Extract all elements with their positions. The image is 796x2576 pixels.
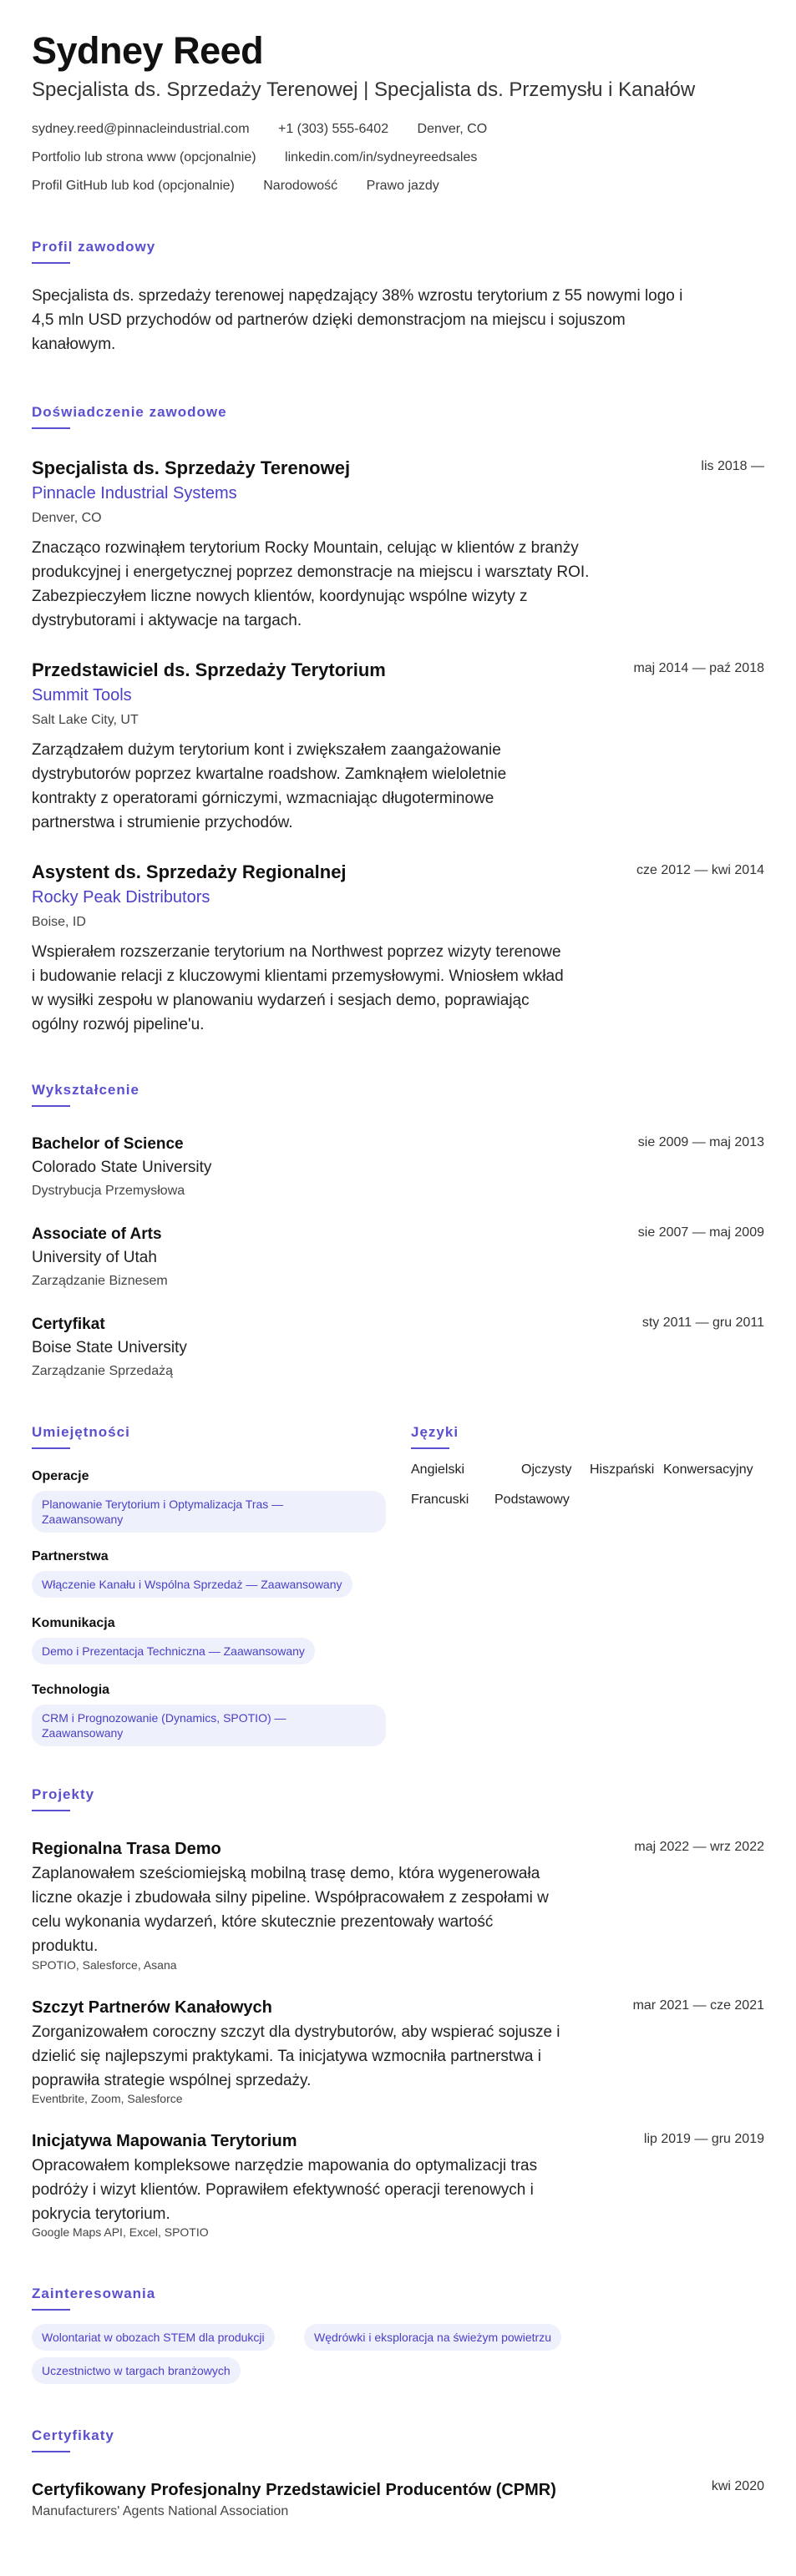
edu-field: Zarządzanie Biznesem [32, 1274, 168, 1288]
edu-degree: Associate of Arts [32, 1225, 162, 1243]
section-underline [32, 2309, 70, 2311]
job-location: Denver, CO [32, 511, 102, 525]
skill-pill: Włączenie Kanału i Wspólna Sprzedaż — Zaawansowany [32, 1571, 352, 1598]
job-description: Znacząco rozwinąłem terytorium Rocky Mountain, celując w klientów z branży produkcyjnej i energetycznej poprzez demonstracje na miejscu i warsztaty ROI. Zabezpieczyłem liczne nowych klientów, koordynując wspólne wizyty z dystrybutorami i aktywacje na targach. [32, 539, 590, 629]
edu-degree: Certyfikat [32, 1316, 105, 1333]
job-company: Pinnacle Industrial Systems [32, 484, 237, 503]
interest-pill: Wolontariat w obozach STEM dla produkcji [32, 2324, 275, 2351]
interest-pill: Uczestnictwo w targach branżowych [32, 2357, 241, 2384]
skill-pill: Demo i Prezentacja Techniczna — Zaawansowany [32, 1638, 315, 1664]
section-heading-experience: Doświadczenie zawodowe [32, 404, 227, 420]
job-title: Specjalista ds. Sprzedaży Terenowej [32, 457, 351, 478]
language-level: Podstawowy [494, 1493, 570, 1507]
edu-school: Colorado State University [32, 1159, 212, 1176]
candidate-name: Sydney Reed [32, 29, 264, 72]
edu-school: University of Utah [32, 1249, 157, 1266]
project-dates: mar 2021 — cze 2021 [632, 1998, 764, 2013]
project-description: Zaplanowałem sześciomiejską mobilną trasę demo, która wygenerowała liczne okazje i zbudowała silny pipeline. Współpracowałem z zespołami w celu wykonania wydarzeń, które skutecznie prezentowały wartość produktu. [32, 1865, 549, 1955]
certification-date: kwi 2020 [711, 2479, 764, 2493]
job-dates: maj 2014 — paź 2018 [633, 661, 764, 675]
location: Denver, CO [417, 122, 488, 136]
language-name: Hiszpański [590, 1462, 655, 1477]
section-underline [32, 427, 70, 429]
section-underline [32, 1810, 70, 1811]
candidate-title: Specjalista ds. Sprzedaży Terenowej | Specjalista ds. Przemysłu i Kanałów [32, 78, 696, 101]
email-link[interactable]: sydney.reed@pinnacleindustrial.com [32, 122, 250, 136]
skill-pill: Planowanie Terytorium i Optymalizacja Tras — Zaawansowany [32, 1491, 386, 1533]
project-tools: Google Maps API, Excel, SPOTIO [32, 2225, 209, 2239]
project-dates: lip 2019 — gru 2019 [643, 2132, 764, 2146]
portfolio-link[interactable]: Portfolio lub strona www (opcjonalnie) [32, 150, 256, 164]
section-underline [32, 1105, 70, 1107]
project-tools: SPOTIO, Salesforce, Asana [32, 1958, 177, 1972]
job-description: Zarządzałem dużym terytorium kont i zwiększałem zaangażowanie dystrybutorów poprzez kwartalne roadshow. Zamknąłem wieloletnie kontrakty z operatorami górniczymi, wzmacniając długoterminowe partnerstwa i strumienie przychodów. [32, 741, 507, 831]
job-location: Salt Lake City, UT [32, 713, 139, 727]
skill-category: Partnerstwa [32, 1549, 109, 1563]
job-company: Rocky Peak Distributors [32, 888, 210, 907]
section-heading-projects: Projekty [32, 1786, 95, 1802]
github-link[interactable]: Profil GitHub lub kod (opcjonalnie) [32, 179, 235, 193]
language-name: Angielski [411, 1462, 465, 1477]
section-underline [32, 2451, 70, 2452]
job-dates: cze 2012 — kwi 2014 [636, 863, 764, 877]
skill-category: Technologia [32, 1683, 110, 1697]
language-name: Francuski [411, 1493, 469, 1507]
skill-category: Komunikacja [32, 1616, 115, 1630]
section-heading-profile: Profil zawodowy [32, 239, 156, 255]
skill-pill: CRM i Prognozowanie (Dynamics, SPOTIO) — Zaawansowany [32, 1705, 386, 1746]
phone-link[interactable]: +1 (303) 555-6402 [277, 122, 389, 136]
section-heading-skills: Umiejętności [32, 1424, 130, 1440]
section-underline [411, 1447, 449, 1449]
linkedin-link[interactable]: linkedin.com/in/sydneyreedsales [285, 150, 478, 164]
interest-pill: Wędrówki i eksploracja na świeżym powietrzu [304, 2324, 561, 2351]
project-tools: Eventbrite, Zoom, Salesforce [32, 2092, 183, 2105]
project-title: Inicjatywa Mapowania Terytorium [32, 2132, 297, 2150]
edu-field: Zarządzanie Sprzedażą [32, 1364, 173, 1378]
project-title: Szczyt Partnerów Kanałowych [32, 1998, 272, 2017]
language-level: Ojczysty [521, 1462, 572, 1477]
section-underline [32, 1447, 70, 1449]
project-description: Opracowałem kompleksowe narzędzie mapowania do optymalizacji tras podróży i wizyt klientów. Poprawiłem efektywność operacji terenowych i pokrycia terytorium. [32, 2157, 538, 2223]
project-title: Regionalna Trasa Demo [32, 1840, 221, 1858]
job-dates: lis 2018 — [701, 459, 764, 473]
project-description: Zorganizowałem coroczny szczyt dla dystrybutorów, aby wspierać sojusze i dzielić się najlepszymi praktykami. Ta inicjatywa wzmocniła partnerstwa i poprawiła strategie wspólnej sprzedaży. [32, 2023, 560, 2089]
skill-category: Operacje [32, 1469, 89, 1483]
edu-dates: sty 2011 — gru 2011 [641, 1316, 764, 1330]
edu-dates: sie 2007 — maj 2009 [637, 1225, 764, 1240]
edu-field: Dystrybucja Przemysłowa [32, 1184, 185, 1198]
driving-license: Prawo jazdy [366, 179, 439, 193]
section-heading-interests: Zainteresowania [32, 2286, 156, 2301]
contact-row-2 [32, 150, 764, 165]
contact-row-3 [32, 179, 764, 194]
job-company: Summit Tools [32, 686, 132, 705]
job-title: Asystent ds. Sprzedaży Regionalnej [32, 861, 347, 882]
section-underline [32, 262, 70, 264]
profile-summary: Specjalista ds. sprzedaży terenowej napędzający 38% wzrostu terytorium z 55 nowymi logo i 4,5 mln USD przychodów od partnerów dzięki demonstracjom na miejscu i sojuszom kanałowym. [32, 287, 683, 353]
contact-row-1 [32, 122, 764, 137]
job-description: Wspierałem rozszerzanie terytorium na Northwest poprzez wizyty terenowe i budowanie relacji z kluczowymi klientami przemysłowymi. Wniosłem wkład w wysiłki zespołu w planowaniu wydarzeń i sesjach demo, poprawiając ogólny rozwój pipeline'u. [32, 943, 564, 1033]
job-location: Boise, ID [32, 915, 86, 929]
section-heading-certifications: Certyfikaty [32, 2427, 114, 2443]
edu-dates: sie 2009 — maj 2013 [637, 1135, 764, 1149]
certification-name: Certyfikowany Profesjonalny Przedstawiciel Producentów (CPMR) [32, 2481, 556, 2499]
section-heading-education: Wykształcenie [32, 1082, 139, 1098]
language-level: Konwersacyjny [663, 1462, 753, 1477]
edu-degree: Bachelor of Science [32, 1135, 184, 1153]
edu-school: Boise State University [32, 1339, 187, 1356]
job-title: Przedstawiciel ds. Sprzedaży Terytorium [32, 659, 386, 680]
certification-issuer: Manufacturers' Agents National Association [32, 2504, 289, 2518]
section-heading-languages: Języki [411, 1424, 459, 1440]
nationality: Narodowość [263, 179, 338, 193]
project-dates: maj 2022 — wrz 2022 [634, 1840, 764, 1854]
